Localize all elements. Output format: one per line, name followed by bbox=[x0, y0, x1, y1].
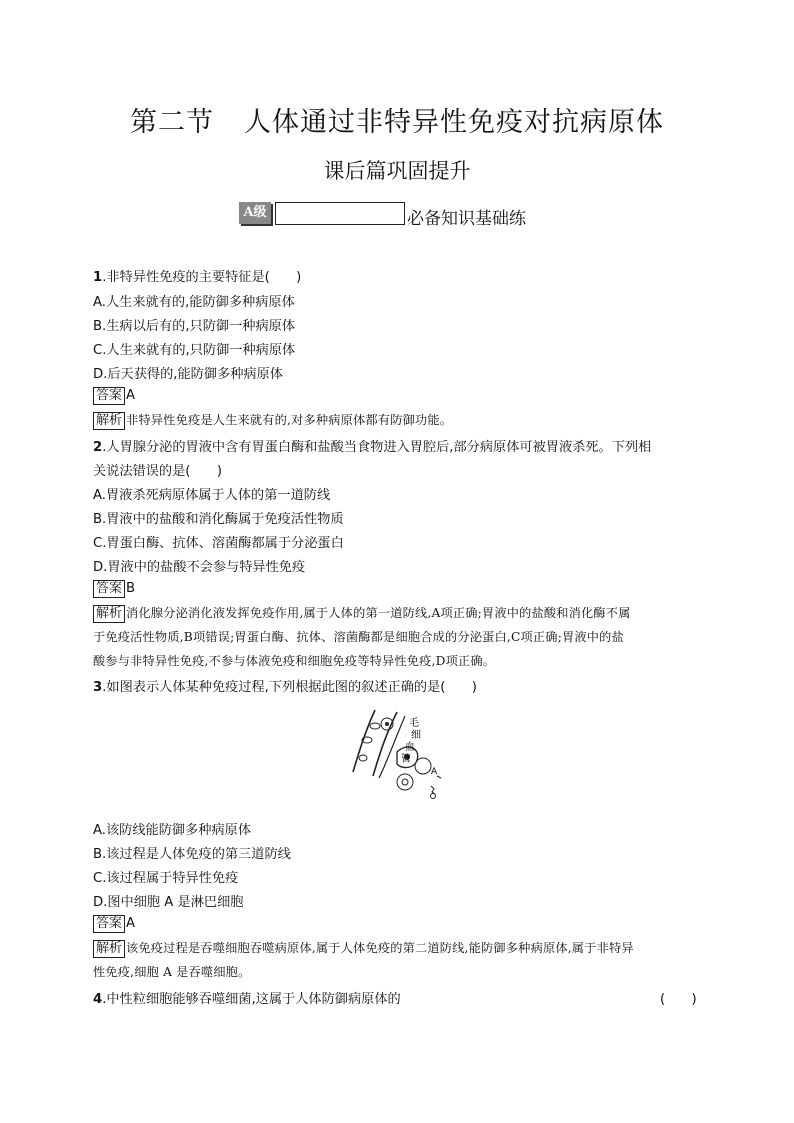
blood-cell bbox=[359, 755, 367, 761]
q1-answer bbox=[93, 387, 135, 405]
pathogen bbox=[431, 786, 435, 794]
q3-explanation bbox=[93, 939, 634, 958]
question-number: 1 bbox=[93, 270, 103, 285]
level-blank-box bbox=[275, 202, 405, 225]
q3-option-c: C.该过程属于特异性免疫 bbox=[93, 871, 239, 886]
question-number: 3 bbox=[93, 680, 103, 695]
capillary-label bbox=[401, 717, 424, 765]
level-badge: A级 bbox=[239, 202, 271, 224]
cell-nucleus bbox=[385, 722, 389, 726]
q2-option-b: B.胃液中的盐酸和消化酶属于免疫活性物质 bbox=[93, 512, 344, 527]
capillary-label-char: 血 bbox=[405, 742, 415, 753]
q2-answer bbox=[93, 580, 135, 598]
q2-explanation-cont: 于免疫活性物质,B项错误;胃蛋白酶、抗体、溶菌酶都是细胞合成的分泌蛋白,C项正确;胃液中的盐 bbox=[93, 630, 624, 644]
capillary-label-char: 毛 bbox=[409, 718, 419, 729]
q3-option-a: A.该防线能防御多种病原体 bbox=[93, 823, 252, 838]
page-title bbox=[0, 100, 794, 139]
capillary-diagram bbox=[345, 702, 455, 804]
explanation-text: 该免疫过程是吞噬细胞吞噬病原体,属于人体免疫的第二道防线,能防御多种病原体,属于非特异 bbox=[126, 941, 634, 955]
capillary-label-char: 细 bbox=[411, 730, 421, 741]
pathogen bbox=[437, 776, 441, 778]
explanation-text: 非特异性免疫是人生来就有的,对多种病原体都有防御功能。 bbox=[126, 413, 453, 427]
explanation-text: 消化腺分泌消化液发挥免疫作用,属于人体的第一道防线,A项正确;胃液中的盐酸和消化酶不属 bbox=[126, 606, 631, 620]
question-number: 2 bbox=[93, 440, 103, 455]
q2-option-c: C.胃蛋白酶、抗体、溶菌酶都属于分泌蛋白 bbox=[93, 536, 344, 551]
q1-option-b: B.生病以后有的,只防御一种病原体 bbox=[93, 319, 296, 334]
q2-option-a: A.胃液杀死病原体属于人体的第一道防线 bbox=[93, 488, 331, 503]
answer-tag: 答案 bbox=[93, 580, 125, 598]
pathogen bbox=[431, 794, 436, 799]
section-title: 人体通过非特异性免疫对抗病原体 bbox=[244, 107, 664, 138]
phagocyte-cell bbox=[415, 758, 431, 774]
question-3-stem bbox=[93, 676, 477, 695]
immune-process-figure bbox=[345, 702, 455, 804]
cell-a-label: A bbox=[431, 767, 438, 777]
q1-option-a: A.人生来就有的,能防御多种病原体 bbox=[93, 295, 295, 310]
question-2-stem bbox=[93, 436, 651, 455]
phagocyte-cell bbox=[397, 774, 413, 790]
explanation-tag: 解析 bbox=[93, 940, 125, 958]
cell-nucleus bbox=[402, 779, 408, 785]
q3-answer bbox=[93, 915, 135, 933]
section-number: 第二节 bbox=[130, 107, 214, 138]
explanation-tag: 解析 bbox=[93, 412, 125, 430]
answer-value: A bbox=[126, 916, 136, 931]
explanation-tag: 解析 bbox=[93, 605, 125, 623]
question-text: .人胃腺分泌的胃液中含有胃蛋白酶和盐酸当食物进入胃腔后,部分病原体可被胃液杀死。下列相 bbox=[102, 440, 652, 455]
question-text: .如图表示人体某种免疫过程,下列根据此图的叙述正确的是( ) bbox=[102, 680, 477, 695]
q2-explanation bbox=[93, 604, 631, 623]
answer-tag: 答案 bbox=[93, 387, 125, 405]
q1-option-c: C.人生来就有的,只防御一种病原体 bbox=[93, 343, 296, 358]
blood-cell bbox=[370, 723, 380, 729]
q1-explanation bbox=[93, 411, 452, 430]
question-2-stem-cont: 关说法错误的是( ) bbox=[93, 464, 222, 479]
answer-tag: 答案 bbox=[93, 915, 125, 933]
question-1-stem bbox=[93, 266, 301, 285]
level-label: 必备知识基础练 bbox=[407, 209, 526, 229]
question-number: 4 bbox=[93, 992, 103, 1007]
answer-value: A bbox=[126, 388, 136, 403]
q1-option-d: D.后天获得的,能防御多种病原体 bbox=[93, 367, 283, 382]
q2-option-d: D.胃液中的盐酸不会参与特异性免疫 bbox=[93, 560, 306, 575]
q3-explanation-cont: 性免疫,细胞 A 是吞噬细胞。 bbox=[93, 965, 251, 979]
capillary-label-char: 管 bbox=[401, 754, 411, 765]
q3-option-d: D.图中细胞 A 是淋巴细胞 bbox=[93, 895, 244, 910]
q2-explanation-cont: 酸参与非特异性免疫,不参与体液免疫和细胞免疫等特异性免疫,D项正确。 bbox=[93, 654, 496, 668]
question-4-stem bbox=[93, 988, 401, 1007]
page-subtitle: 课后篇巩固提升 bbox=[323, 159, 471, 183]
question-text: .中性粒细胞能够吞噬细菌,这属于人体防御病原体的 bbox=[102, 992, 401, 1007]
answer-value: B bbox=[126, 581, 136, 596]
q3-option-b: B.该过程是人体免疫的第三道防线 bbox=[93, 847, 291, 862]
answer-paren: ( ) bbox=[660, 992, 697, 1007]
question-text: .非特异性免疫的主要特征是( ) bbox=[102, 270, 302, 285]
